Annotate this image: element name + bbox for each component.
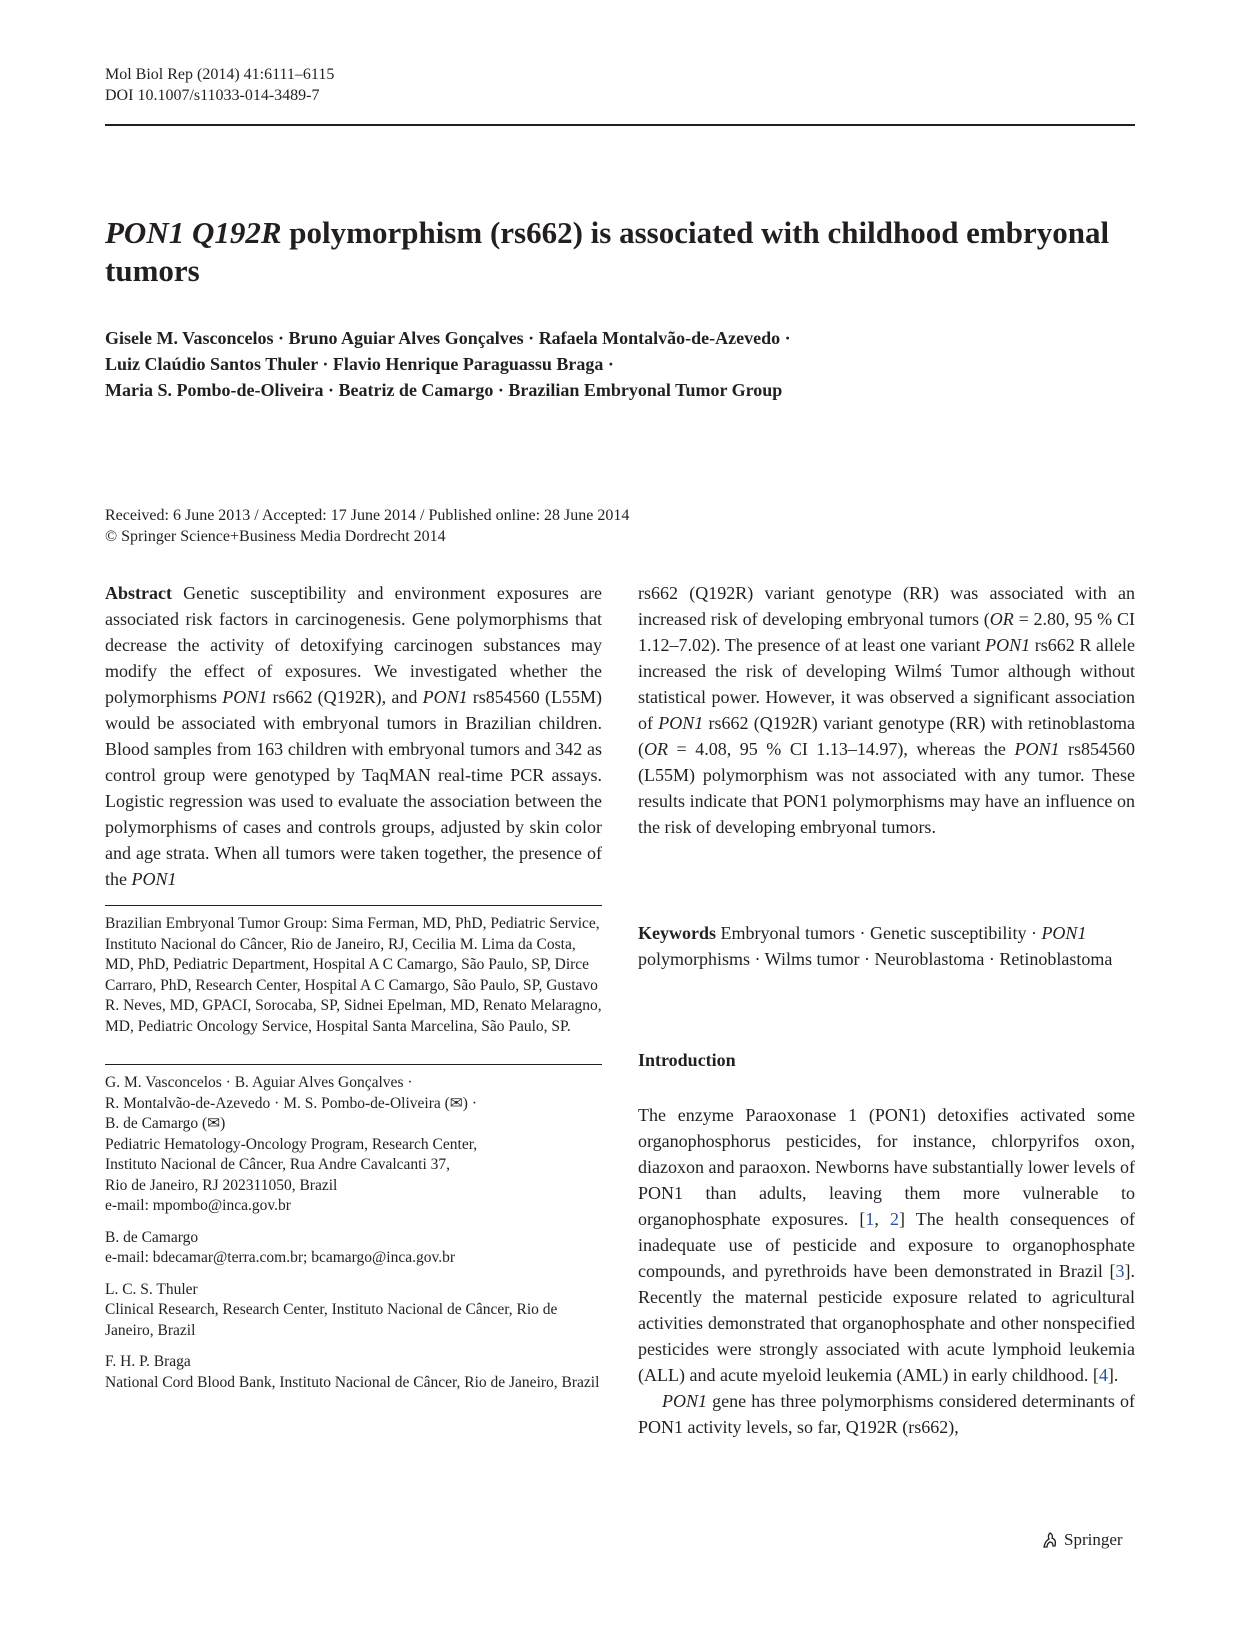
gene-name: PON1 <box>658 713 704 733</box>
affiliation-line: Clinical Research, Research Center, Instituto Nacional de Câncer, Rio de Janeiro, Brazil <box>105 1301 558 1339</box>
affiliation-line: B. de Camargo (✉) <box>105 1115 226 1132</box>
group-members: Brazilian Embryonal Tumor Group: Sima Ferman, MD, PhD, Pediatric Service, Instituto Nacional do Câncer, Rio de Janeiro, RJ, Cecilia M. Lima da Costa, MD, PhD, Pediatric Department, Hospital A C Camargo, São Paulo, SP, Dirce Carraro, PhD, Research Center, Hospital A C Camargo, São Paulo, SP, Gustavo R. Neves, MD, GPACI, Sorocaba, SP, Sidnei Epelman, MD, Renato Melaragno, MD, Pediatric Oncology Service, Hospital Santa Marcelina, São Paulo, SP. <box>105 915 602 1035</box>
intro-paragraph-1 <box>638 1102 1135 1388</box>
abstract-text: Genetic susceptibility and environment exposures are associated risk factors in carcinogenesis. Gene polymorphisms that decrease the activity of detoxifying carcinogen substances may modify the effect of exposures. We investigated whether the polymorphisms <box>105 583 602 707</box>
affiliation-line: B. de Camargo <box>105 1228 199 1246</box>
copyright: © Springer Science+Business Media Dordrecht 2014 <box>105 528 446 545</box>
gene-name: PON1 <box>1014 739 1060 759</box>
keywords-text: Embryonal tumors · Genetic susceptibility · <box>716 923 1042 943</box>
odds-ratio-symbol: OR <box>989 609 1014 629</box>
footnote-group <box>105 914 602 1037</box>
gene-name: PON1 <box>422 687 468 707</box>
article-title <box>105 214 1135 290</box>
intro-text: The enzyme Paraoxonase 1 (PON1) detoxifies activated some organophosphorus pesticides, for instance, chlorpyrifos oxon, diazoxon and paraoxon. Newborns have substantially lower levels of PON1 than adults, leaving them more vulnerable to organophosphate exposures. [ <box>638 1105 1135 1229</box>
affiliation-line: Instituto Nacional de Câncer, Rua Andre Cavalcanti 37, <box>105 1156 451 1173</box>
author-line-2: Luiz Claúdio Santos Thuler · Flavio Henrique Paraguassu Braga · <box>105 354 614 374</box>
citation-link[interactable]: 4 <box>1098 1365 1108 1385</box>
citation-link[interactable]: 3 <box>1115 1261 1125 1281</box>
affiliations <box>105 1073 602 1393</box>
intro-paragraph-2 <box>638 1388 1135 1440</box>
email-line: e-mail: mpombo@inca.gov.br <box>105 1197 291 1214</box>
affiliation-line: R. Montalvão-de-Azevedo · M. S. Pombo-de-Oliveira (✉) · <box>105 1094 477 1112</box>
running-header <box>105 64 334 106</box>
received-dates: Received: 6 June 2013 / Accepted: 17 June 2014 / Published online: 28 June 2014 <box>105 507 630 524</box>
keywords <box>638 920 1135 972</box>
title-rest: polymorphism (rs662) is associated with childhood embryonal tumors <box>105 215 1110 288</box>
gene-name: PON1 <box>1041 923 1087 943</box>
intro-text: , <box>874 1209 890 1229</box>
intro-text: ] The health consequences of inadequate use of pesticide and exposure to organophosphate compounds, and pyrethroids have been demonstrated in Brazil [ <box>638 1209 1135 1281</box>
abstract-label: Abstract <box>105 583 172 603</box>
affiliation-line: G. M. Vasconcelos · B. Aguiar Alves Gonçalves · <box>105 1074 413 1091</box>
publisher-name: Springer <box>1064 1530 1123 1549</box>
journal-citation: Mol Biol Rep (2014) 41:6111–6115 <box>105 66 335 83</box>
abstract-text: = 2.80, 95 % CI 1.12–7.02). The presence of at least one variant <box>638 609 1135 655</box>
abstract-text: rs662 R allele increased the risk of developing Wilmś Tumor although without statistical power. However, it was observed a significant association of <box>638 635 1136 733</box>
intro-text: gene has three polymorphisms considered determinants of PON1 activity levels, so far, Q192R (rs662), <box>638 1391 1135 1437</box>
abstract-continued <box>638 580 1135 840</box>
affiliation-line: Rio de Janeiro, RJ 202311050, Brazil <box>105 1176 338 1194</box>
odds-ratio-symbol: OR <box>644 739 668 759</box>
author-line-3: Maria S. Pombo-de-Oliveira · Beatriz de Camargo · Brazilian Embryonal Tumor Group <box>105 380 783 400</box>
email-line: e-mail: bdecamar@terra.com.br; bcamargo@inca.gov.br <box>105 1249 456 1266</box>
gene-name: PON1 <box>662 1391 707 1411</box>
affiliation-line: L. C. S. Thuler <box>105 1280 198 1298</box>
abstract-text: rs854560 (L55M) would be associated with embryonal tumors in Brazilian children. Blood samples from 163 children with embryonal tumors and 342 as control group were genotyped by TaqMAN real-time PCR assays. Logistic regression was used to evaluate the association between the polymorphisms of cases and controls groups, adjusted by skin color and age strata. When all tumors were taken together, the presence of the <box>105 687 602 889</box>
citation-link[interactable]: 2 <box>889 1209 899 1229</box>
citation-link[interactable]: 1 <box>865 1209 875 1229</box>
springer-horse-icon <box>1040 1530 1060 1550</box>
abstract-text: rs662 (Q192R) variant genotype (RR) with retinoblastoma ( <box>638 713 1136 759</box>
author-line-1: Gisele M. Vasconcelos · Bruno Aguiar Alves Gonçalves · Rafaela Montalvão-de-Azevedo · <box>105 328 791 348</box>
keywords-text: polymorphisms · Wilms tumor · Neuroblastoma · Retinoblastoma <box>638 949 1113 969</box>
affiliation-line: F. H. P. Braga <box>105 1353 191 1370</box>
gene-name: PON1 <box>131 869 177 889</box>
footnote-rule <box>105 905 602 906</box>
abstract-text: = 4.08, 95 % CI 1.13–14.97), whereas the <box>668 739 1015 759</box>
abstract <box>105 580 602 892</box>
intro-text: ]. <box>1107 1365 1119 1385</box>
author-list <box>105 325 1135 403</box>
header-rule <box>105 124 1135 126</box>
abstract-text: rs662 (Q192R) variant genotype (RR) was associated with an increased risk of developing embryonal tumors ( <box>638 583 1135 629</box>
gene-name: PON1 <box>222 687 268 707</box>
publisher-logo <box>1040 1530 1123 1550</box>
affiliation-line: National Cord Blood Bank, Instituto Nacional de Câncer, Rio de Janeiro, Brazil <box>105 1373 600 1391</box>
title-gene: PON1 Q192R <box>105 215 282 250</box>
keywords-label: Keywords <box>638 923 716 943</box>
abstract-text: rs662 (Q192R), and <box>267 687 423 707</box>
article-history <box>105 505 629 547</box>
introduction-body <box>638 1102 1135 1440</box>
gene-name: PON1 <box>985 635 1031 655</box>
abstract-text: rs854560 (L55M) polymorphism was not associated with any tumor. These results indicate that PON1 polymorphisms may have an influence on the risk of developing embryonal tumors. <box>638 739 1135 837</box>
footnote-rule <box>105 1064 602 1065</box>
affiliation-line: Pediatric Hematology-Oncology Program, Research Center, <box>105 1135 478 1153</box>
intro-text: ]. Recently the maternal pesticide exposure related to agricultural activities demonstrated that organophosphate and other nonspecified pesticides were strongly associated with acute lymphoid leukemia (ALL) and acute myeloid leukemia (AML) in early childhood. [ <box>638 1261 1135 1385</box>
doi: DOI 10.1007/s11033-014-3489-7 <box>105 87 320 104</box>
section-heading-introduction: Introduction <box>638 1050 736 1070</box>
